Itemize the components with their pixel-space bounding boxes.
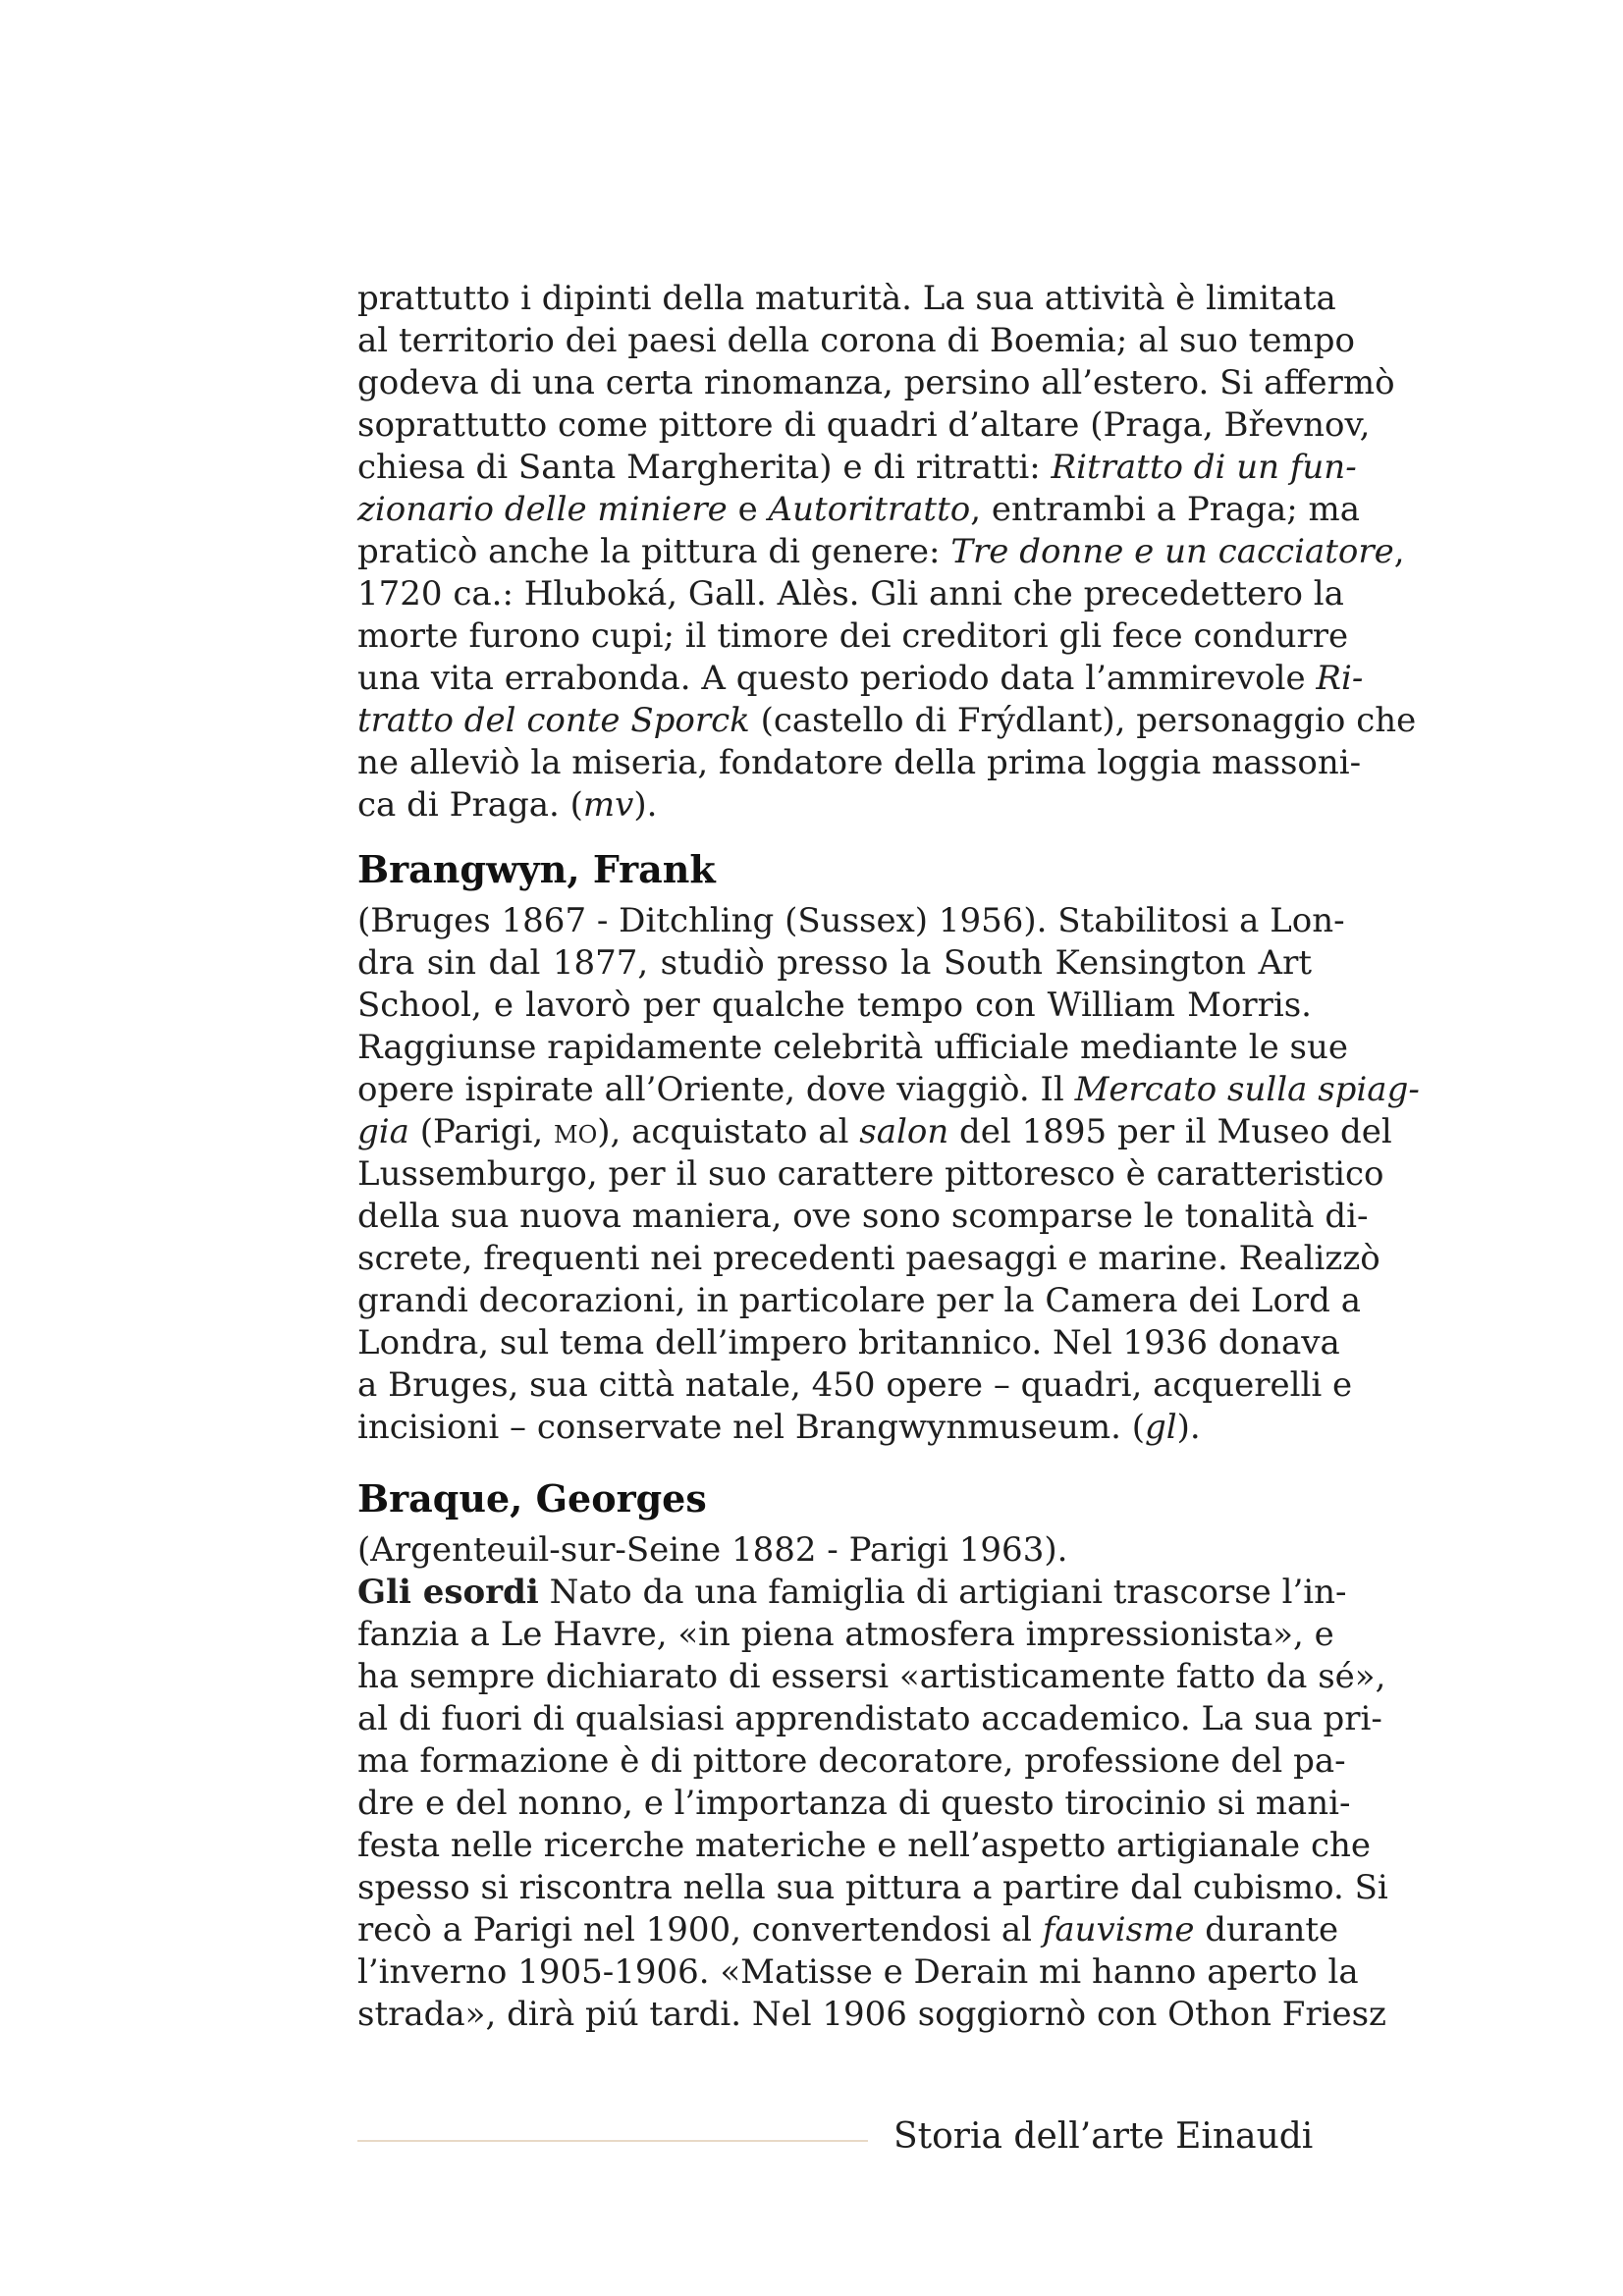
text-line: grandi decorazioni, in particolare per la Camera dei Lord a bbox=[357, 1281, 1362, 1320]
text-line: chiesa di Santa Margherita) e di ritratti: Ritratto di un fun- bbox=[357, 448, 1357, 487]
text-line: tratto del conte Sporck (castello di Frýdlant), personaggio che bbox=[357, 701, 1417, 740]
text-line: praticò anche la pittura di genere: Tre donne e un cacciatore, bbox=[357, 532, 1405, 571]
text-line: al territorio dei paesi della corona di Boemia; al suo tempo bbox=[357, 321, 1355, 360]
text-line: dra sin dal 1877, studiò presso la South Kensington Art bbox=[357, 943, 1312, 983]
text-line: godeva di una certa rinomanza, persino all’estero. Si affermò bbox=[357, 363, 1395, 402]
entry-heading: Brangwyn, Frank bbox=[357, 847, 716, 891]
italic-title: tratto del conte Sporck bbox=[357, 701, 750, 740]
text-line: dre e del nonno, e l’importanza di questo tirocinio si mani- bbox=[357, 1784, 1351, 1823]
text-line: ha sempre dichiarato di essersi «artisticamente fatto da sé», bbox=[357, 1657, 1386, 1696]
text-line: Gli esordi Nato da una famiglia di artigiani trascorse l’in- bbox=[357, 1573, 1347, 1612]
italic-title: Ri- bbox=[1316, 659, 1364, 698]
text-line: l’inverno 1905-1906. «Matisse e Derain mi hanno aperto la bbox=[357, 1952, 1359, 1992]
text-line: (Argenteuil-sur-Seine 1882 - Parigi 1963). bbox=[357, 1530, 1068, 1570]
italic-title: Autoritratto bbox=[768, 490, 971, 529]
text-line: Raggiunse rapidamente celebrità ufficiale mediante le sue bbox=[357, 1028, 1349, 1067]
italic-title: mv bbox=[582, 785, 634, 825]
text-line: della sua nuova maniera, ove sono scomparse le tonalità di- bbox=[357, 1197, 1369, 1236]
italic-title: salon bbox=[859, 1112, 949, 1151]
italic-title: gia bbox=[357, 1112, 409, 1151]
text-line: strada», dirà piú tardi. Nel 1906 soggiornò con Othon Friesz bbox=[357, 1995, 1386, 2034]
text-line: ne alleviò la miseria, fondatore della prima loggia massoni- bbox=[357, 743, 1362, 782]
text-line: una vita errabonda. A questo periodo data l’ammirevole Ri- bbox=[357, 659, 1364, 698]
abbreviation: mo bbox=[554, 1112, 598, 1151]
italic-title: Mercato sulla spiag- bbox=[1074, 1070, 1420, 1109]
text-line: spesso si riscontra nella sua pittura a partire dal cubismo. Si bbox=[357, 1868, 1388, 1907]
entry-heading: Braque, Georges bbox=[357, 1476, 707, 1521]
italic-title: Ritratto di un fun- bbox=[1051, 448, 1357, 487]
italic-title: Tre donne e un cacciatore bbox=[950, 532, 1394, 571]
text-line: (Bruges 1867 - Ditchling (Sussex) 1956). Stabilitosi a Lon- bbox=[357, 901, 1345, 940]
text-line: soprattutto come pittore di quadri d’altare (Praga, Břevnov, bbox=[357, 405, 1371, 445]
italic-title: gl bbox=[1144, 1408, 1177, 1447]
text-line: festa nelle ricerche materiche e nell’aspetto artigianale che bbox=[357, 1826, 1372, 1865]
text-line: screte, frequenti nei precedenti paesaggi e marine. Realizzò bbox=[357, 1239, 1380, 1278]
text-line: al di fuori di qualsiasi apprendistato accademico. La sua pri- bbox=[357, 1699, 1382, 1738]
text-line: recò a Parigi nel 1900, convertendosi al fauvisme durante bbox=[357, 1910, 1339, 1949]
text-line: Londra, sul tema dell’impero britannico. Nel 1936 donava bbox=[357, 1323, 1340, 1362]
text-line: ma formazione è di pittore decoratore, professione del pa- bbox=[357, 1741, 1346, 1781]
text-line: incisioni – conservate nel Brangwynmuseum. (gl). bbox=[357, 1408, 1201, 1447]
text-line: fanzia a Le Havre, «in piena atmosfera impressionista», e bbox=[357, 1615, 1334, 1654]
text-line: Lussemburgo, per il suo carattere pittoresco è caratteristico bbox=[357, 1154, 1384, 1194]
text-line: prattutto i dipinti della maturità. La sua attività è limitata bbox=[357, 279, 1336, 318]
text-line: 1720 ca.: Hluboká, Gall. Alès. Gli anni che precedettero la bbox=[357, 574, 1344, 614]
section-subheading: Gli esordi bbox=[357, 1573, 539, 1612]
text-line: gia (Parigi, mo), acquistato al salon del 1895 per il Museo del bbox=[357, 1112, 1392, 1151]
text-line: opere ispirate all’Oriente, dove viaggiò. Il Mercato sulla spiag- bbox=[357, 1070, 1420, 1109]
text-line: ca di Praga. (mv). bbox=[357, 785, 658, 825]
footer-title: Storia dell’arte Einaudi bbox=[893, 2116, 1314, 2157]
italic-title: zionario delle miniere bbox=[357, 490, 728, 529]
text-line: morte furono cupi; il timore dei creditori gli fece condurre bbox=[357, 616, 1349, 656]
footer-rule bbox=[357, 2140, 868, 2142]
text-line: zionario delle miniere e Autoritratto, entrambi a Praga; ma bbox=[357, 490, 1361, 529]
text-line: School, e lavorò per qualche tempo con William Morris. bbox=[357, 986, 1312, 1025]
italic-title: fauvisme bbox=[1042, 1910, 1195, 1949]
text-line: a Bruges, sua città natale, 450 opere – quadri, acquerelli e bbox=[357, 1365, 1353, 1405]
